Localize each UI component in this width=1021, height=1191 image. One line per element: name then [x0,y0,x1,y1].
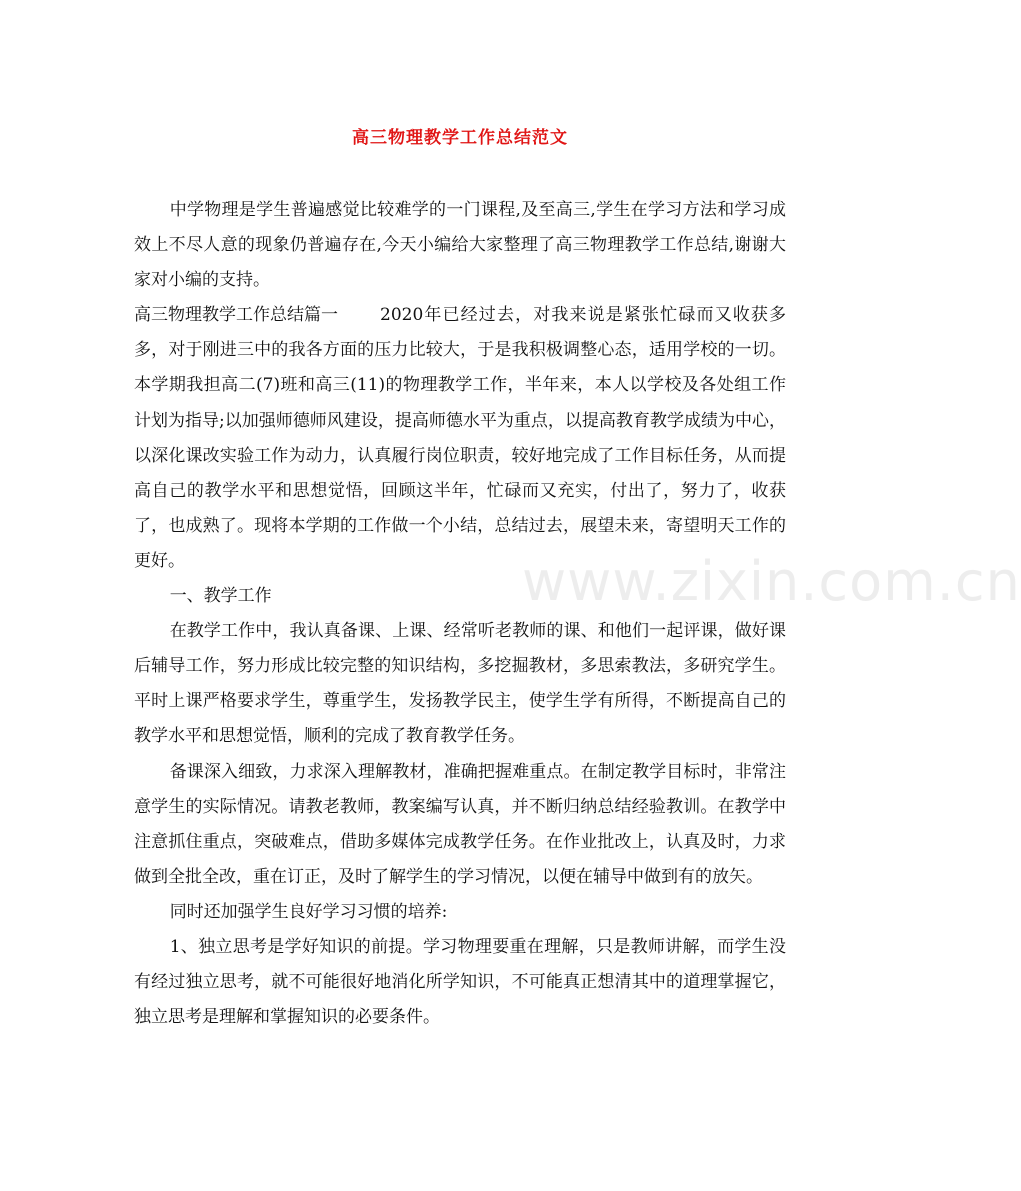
document-body [134,193,786,1035]
section-one-heading: 高三物理教学工作总结篇一 [134,305,338,326]
intro-paragraph: 中学物理是学生普遍感觉比较难学的一门课程,及至高三,学生在学习方法和学习成效上不尽人意的现象仍普遍存在,今天小编给大家整理了高三物理教学工作总结,谢谢大家对小编的支持。 [134,200,786,291]
section-one-paragraph [134,298,786,579]
item-1-paragraph: 1、独立思考是学好知识的前提。学习物理要重在理解，只是教师讲解，而学生没有经过独立思考，就不可能很好地消化所学知识，不可能真正想清其中的道理掌握它，独立思考是理解和掌握知识的必要条件。 [134,936,786,1028]
section-one-text: 2020年已经过去，对我来说是紧张忙碌而又收获多多，对于刚进三中的我各方面的压力比较大，于是我积极调整心态，适用学校的一切。本学期我担高二(7)班和高三(11)的物理教学工作，半年来，本人以学校及各处组工作计划为指导;以加强师德师风建设，提高师德水平为重点，以提高教育教学成绩为中心，以深化课改实验工作为动力，认真履行岗位职责，较好地完成了工作目标任务，从而提高自己的教学水平和思想觉悟，回顾这半年，忙碌而又充实，付出了，努力了，收获了，也成熟了。现将本学期的工作做一个小结，总结过去，展望未来，寄望明天工作的更好。 [134,305,786,571]
habits-paragraph: 同时还加强学生良好学习习惯的培养: [169,901,448,922]
watermark: www.zixin.com.cn [522,550,1021,613]
document-title: 高三物理教学工作总结范文 [352,128,568,148]
teaching-paragraph: 在教学工作中，我认真备课、上课、经常听老教师的课、和他们一起评课，做好课后辅导工作，努力形成比较完整的知识结构，多挖掘教材，多思索教法，多研究学生。平时上课严格要求学生，尊重学生，发扬教学民主，使学生学有所得，不断提高自己的教学水平和思想觉悟，顺利的完成了教育教学任务。 [134,621,786,747]
preparation-paragraph: 备课深入细致，力求深入理解教材，准确把握难重点。在制定教学目标时，非常注意学生的实际情况。请教老教师，教案编写认真，并不断归纳总结经验教训。在教学中注意抓住重点，突破难点，借助多媒体完成教学任务。在作业批改上，认真及时，力求做到全批全改，重在订正，及时了解学生的学习情况，以便在辅导中做到有的放矢。 [134,761,786,887]
teaching-subheading: 一、教学工作 [169,586,272,607]
